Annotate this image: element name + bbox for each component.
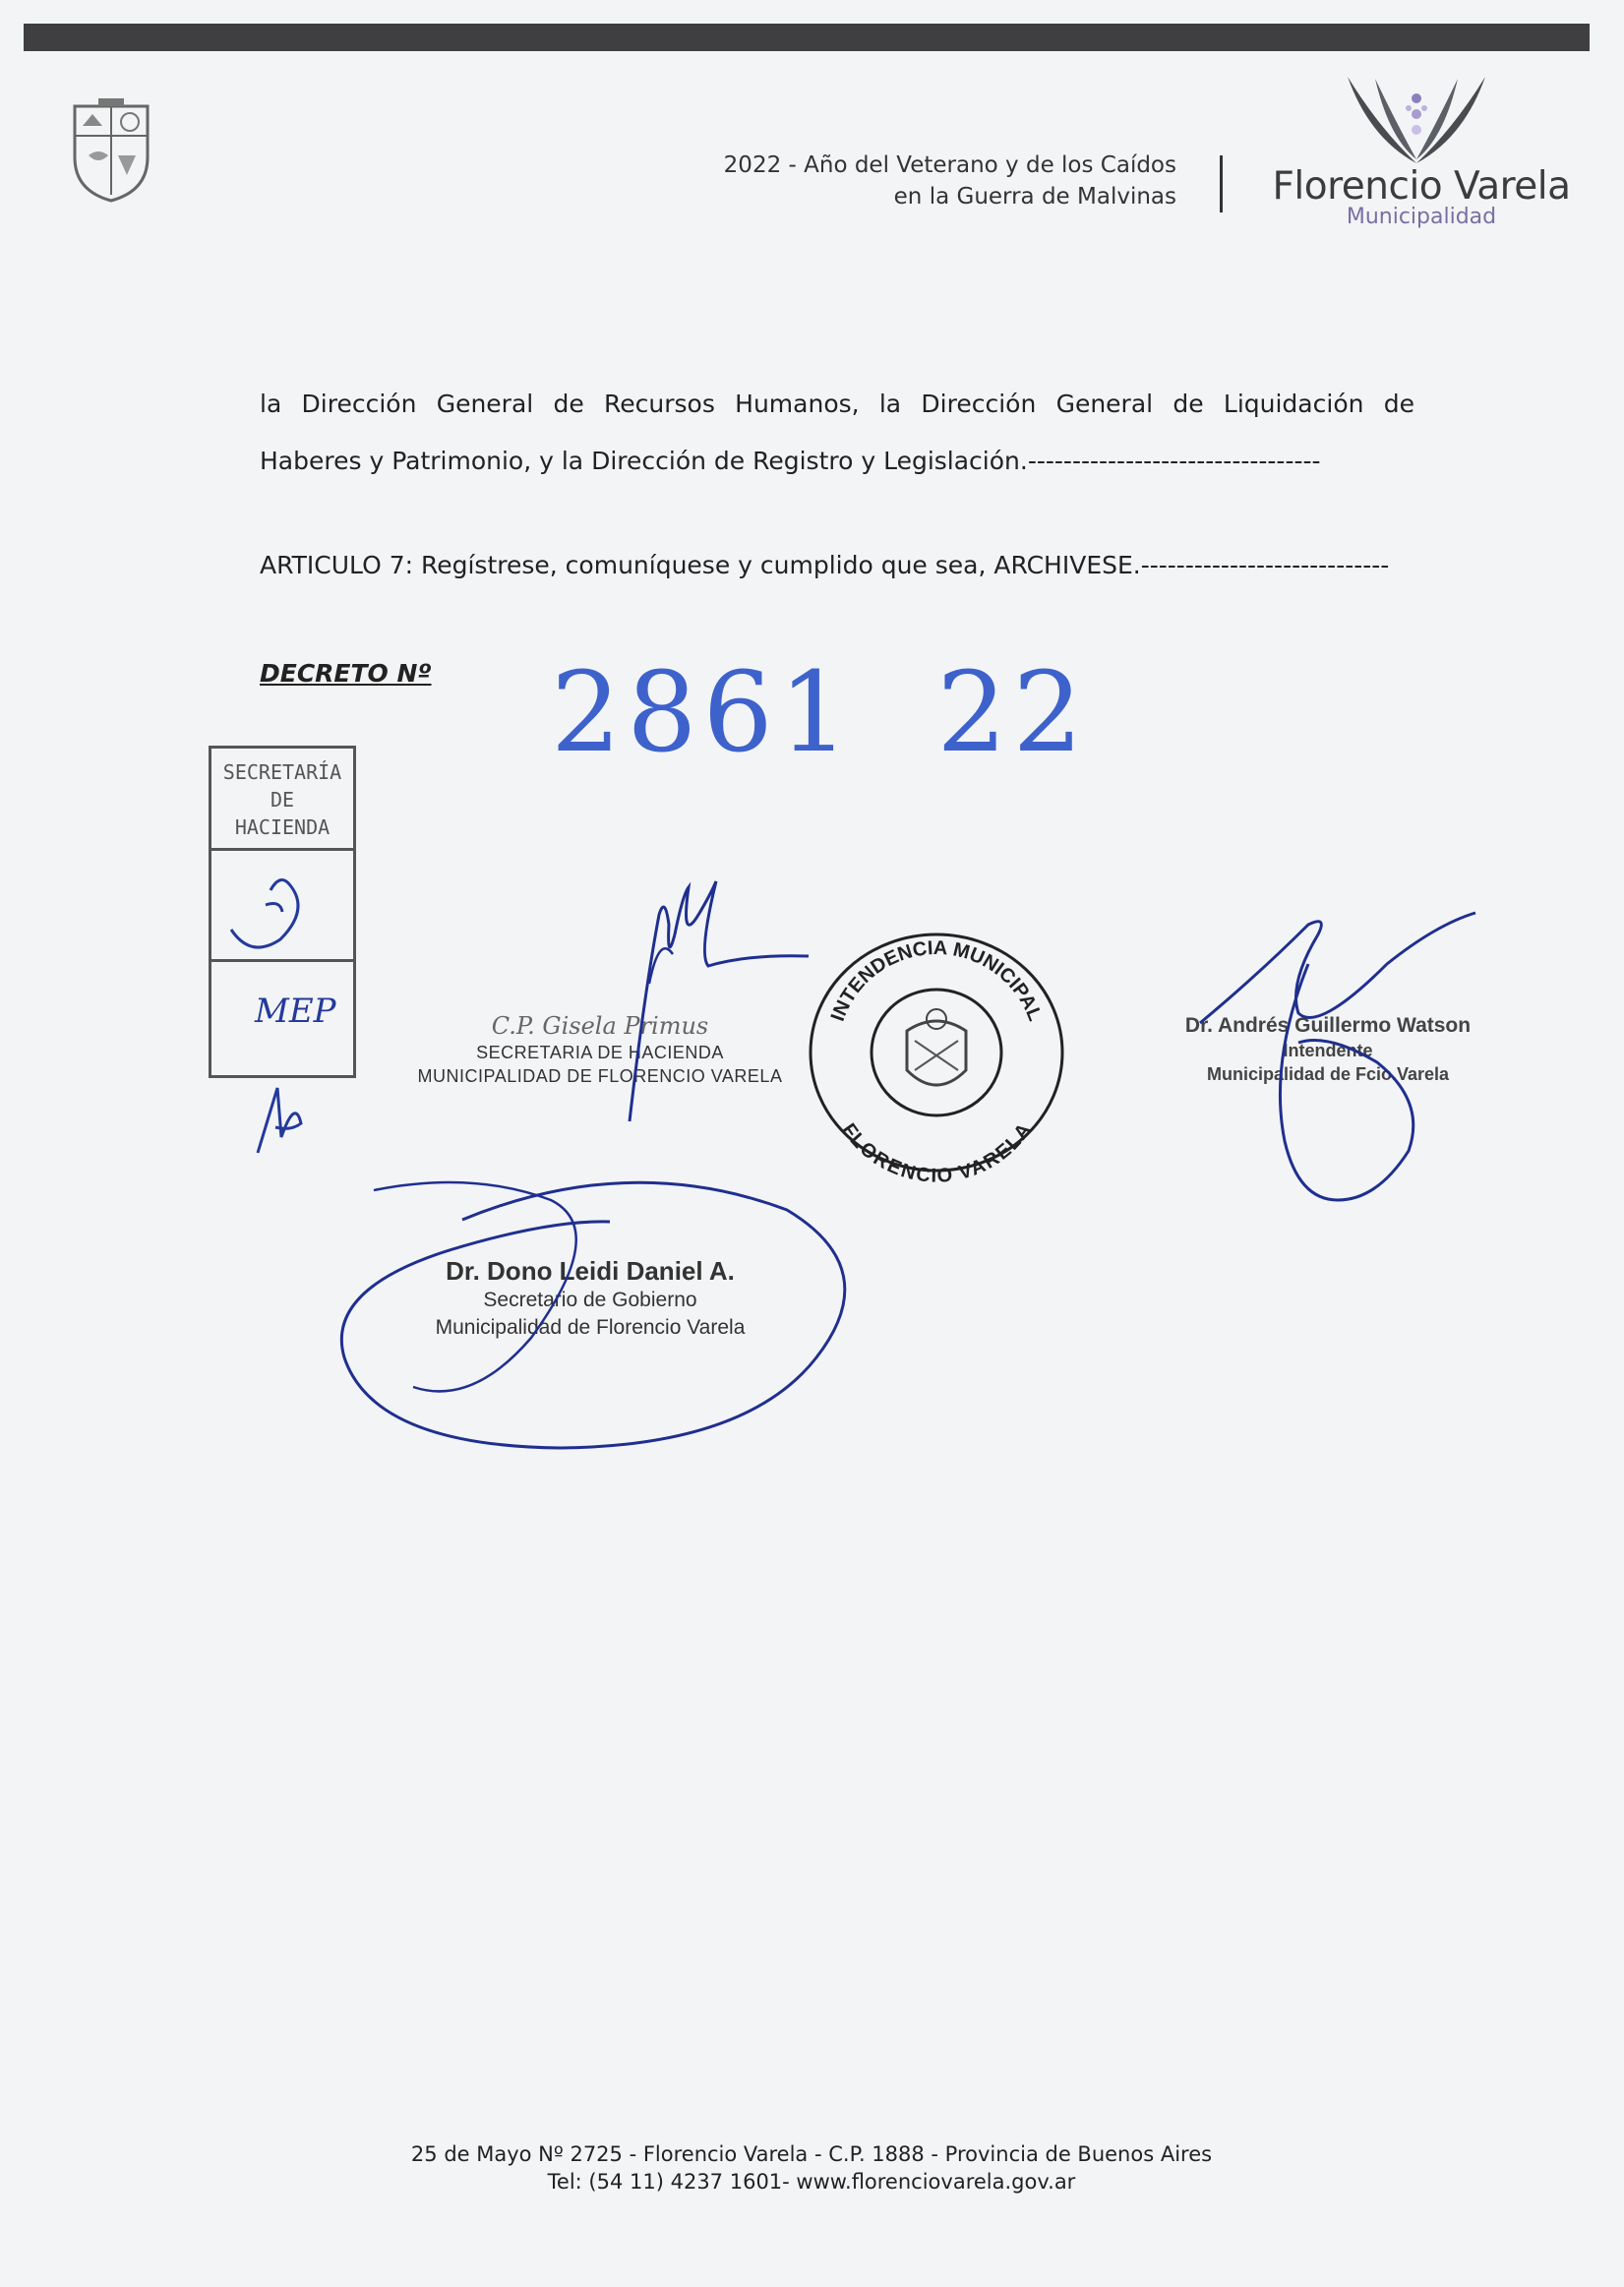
brand-name: Florencio Varela: [1272, 164, 1571, 209]
signatory-role: SECRETARIA DE HACIENDA: [476, 1043, 724, 1062]
body-paragraph: [260, 376, 1414, 490]
commemorative-motto: [590, 150, 1176, 212]
seal-top-text: INTENDENCIA MUNICIPAL: [826, 936, 1047, 1025]
signature-secretaria-hacienda: [403, 1011, 797, 1088]
signatory-role: Secretario de Gobierno: [483, 1289, 697, 1311]
signatory-name: Dr. Dono Leidi Daniel A.: [446, 1256, 735, 1286]
brand: [1249, 165, 1594, 230]
stamp-header: [211, 749, 353, 851]
motto-line-2: en la Guerra de Malvinas: [893, 184, 1176, 210]
signatory-org: Municipalidad de Fcio.Varela: [1206, 1064, 1450, 1084]
florencio-varela-logo-icon: [1340, 69, 1493, 167]
decreto-number-stamp: 2861 22: [551, 649, 1089, 777]
stamp-line-1: SECRETARÍA: [222, 760, 342, 784]
secretaria-hacienda-stamp: [209, 746, 356, 1078]
footer-line-1: 25 de Mayo Nº 2725 - Florencio Varela - C.P. 1888 - Provincia de Buenos Aires: [410, 2142, 1213, 2166]
seal-bottom-text: FLORENCIO VARELA: [837, 1119, 1036, 1182]
signatory-name: C.P. Gisela Primus: [491, 1012, 709, 1040]
stamp-line-3: HACIENDA: [234, 815, 331, 839]
body-line-2: Haberes y Patrimonio, y la Dirección de Registro y Legislación.---------------------------------: [260, 447, 1321, 475]
signatory-role: Intendente: [1283, 1041, 1373, 1060]
signature-intendente: [1171, 1013, 1485, 1086]
body-line-1: la Dirección General de Recursos Humanos, la Dirección General de Liquidación de: [260, 390, 1414, 418]
motto-line-1: 2022 - Año del Veterano y de los Caídos: [723, 152, 1176, 178]
stamp-line-2: DE: [270, 788, 295, 812]
footer-line-2: Tel: (54 11) 4237 1601- www.florenciovarela.gov.ar: [547, 2170, 1076, 2194]
stamp-scribble-icon: [211, 851, 347, 959]
decreto-label: DECRETO Nº: [260, 659, 432, 688]
initials-scribble-icon: [252, 1078, 311, 1157]
coat-of-arms-icon: [69, 96, 153, 205]
article-7: ARTICULO 7: Regístrese, comuníquese y cumplido que sea, ARCHIVESE.----------------------------: [260, 551, 1390, 579]
signatory-name: Dr. Andrés Guillermo Watson: [1184, 1014, 1472, 1037]
signature-scribble-hacienda-icon: [551, 875, 816, 1131]
footer-address: [295, 2140, 1328, 2196]
signature-secretario-gobierno: [393, 1255, 787, 1342]
stamp-initials: MEP: [255, 992, 336, 1031]
header-divider: [1220, 155, 1223, 212]
stamp-cell-initials: [211, 962, 353, 1070]
scan-top-bar: [24, 24, 1590, 51]
stamp-cell-signature: [211, 851, 353, 962]
signatory-org: MUNICIPALIDAD DE FLORENCIO VARELA: [417, 1066, 783, 1086]
brand-subtitle: Municipalidad: [1346, 205, 1497, 229]
signatory-org: Municipalidad de Florencio Varela: [435, 1316, 746, 1339]
intendencia-municipal-seal: [799, 923, 1074, 1182]
